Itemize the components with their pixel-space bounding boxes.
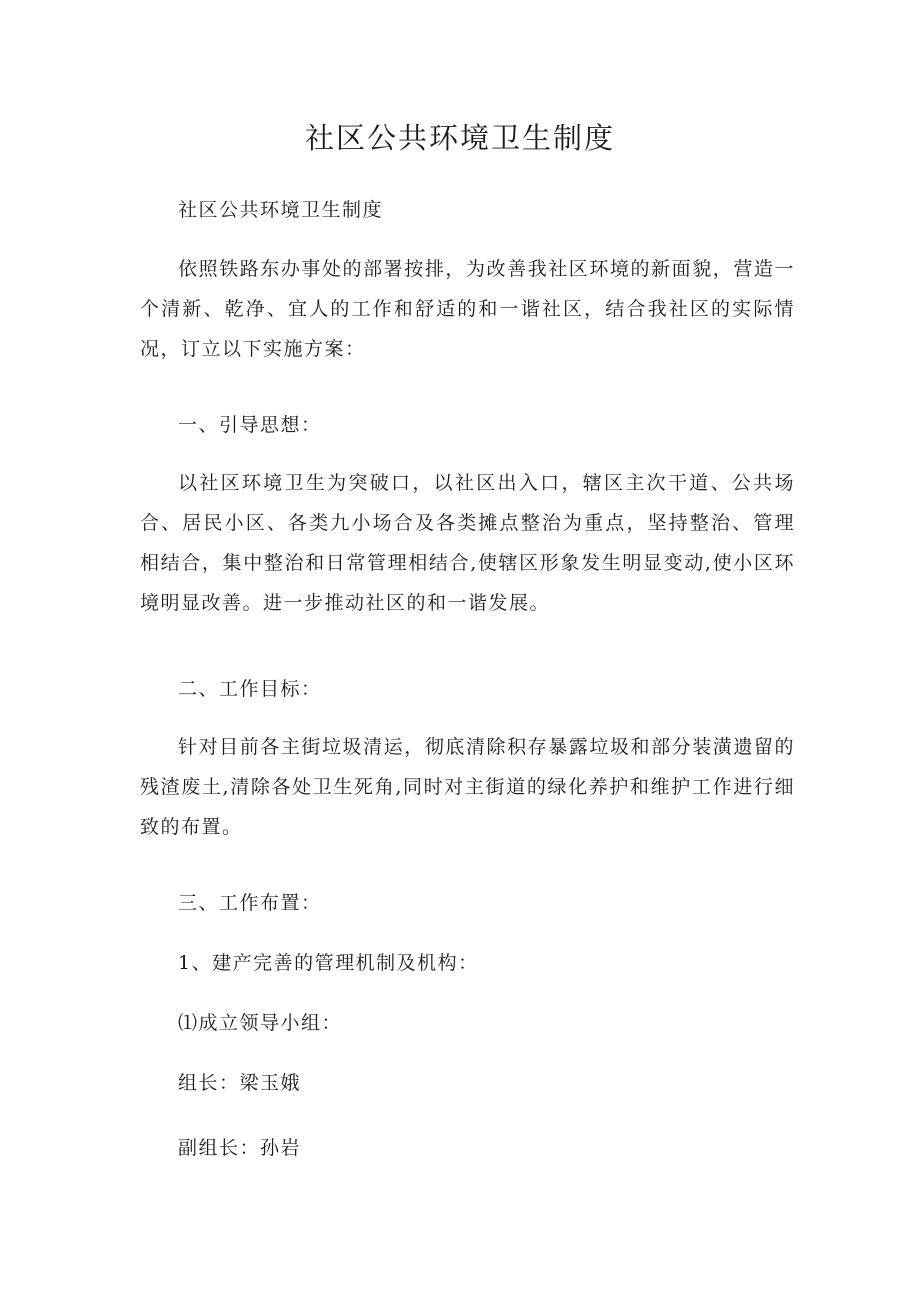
intro-paragraph: 依照铁路东办事处的部署按排，为改善我社区环境的新面貌，营造一个清新、乾净、宜人的工作和舒适的和一谐社区，结合我社区的实际情况，订立以下实施方案： xyxy=(140,258,795,360)
section3-item1: 1、建产完善的管理机制及机构： xyxy=(178,952,479,974)
section1-heading: 一、引导思想： xyxy=(178,414,322,436)
section2-heading: 二、工作目标： xyxy=(178,678,322,700)
deputy-leader-line: 副组长：孙岩 xyxy=(178,1137,302,1159)
document-title: 社区公共环境卫生制度 xyxy=(304,121,615,155)
section3-heading: 三、工作布置： xyxy=(178,892,322,914)
subtitle-paragraph: 社区公共环境卫生制度 xyxy=(178,199,384,221)
section2-body: 针对目前各主街垃圾清运，彻底清除积存暴露垃圾和部分装潢遗留的残渣废土,清除各处卫生死角,同时对主街道的绿化养护和维护工作进行细致的布置。 xyxy=(140,736,795,838)
leader-line: 组长：梁玉娥 xyxy=(178,1072,302,1094)
section1-body: 以社区环境卫生为突破口，以社区出入口，辖区主次干道、公共场合、居民小区、各类九小场合及各类摊点整治为重点，坚持整治、管理相结合，集中整治和日常管理相结合,使辖区形象发生明显变动,使小区环境明显改善。进一步推动社区的和一谐发展。 xyxy=(140,472,795,614)
section3-item1-sub1: ⑴成立领导小组： xyxy=(178,1012,343,1034)
